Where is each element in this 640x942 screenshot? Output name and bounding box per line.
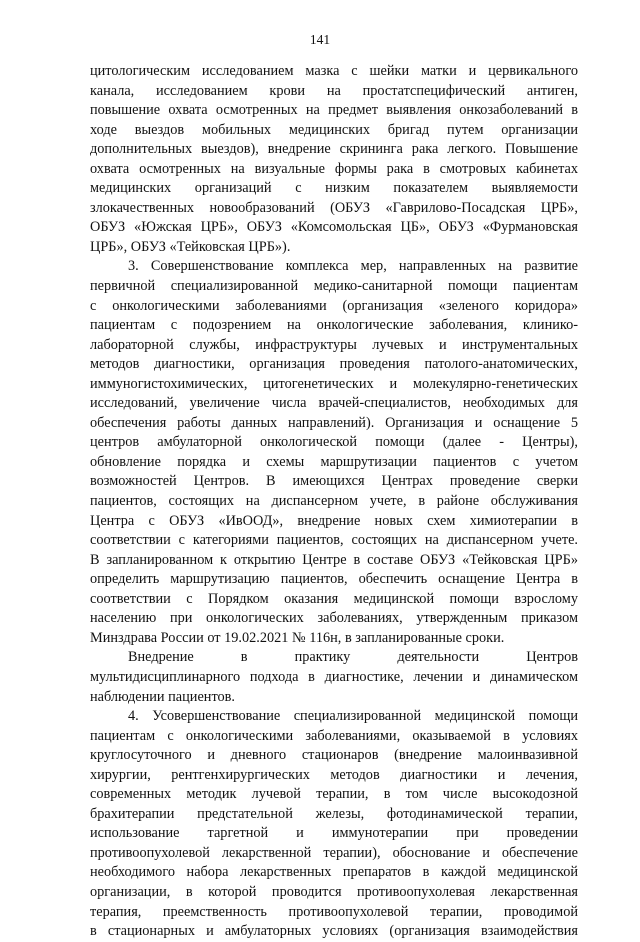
text-line: методов диагностики, организация проведения патолого-анатомических, bbox=[90, 356, 578, 373]
text-line: ЦРБ», ОБУЗ «Тейковская ЦРБ»). bbox=[90, 238, 291, 255]
text-line: мультидисциплинарного подхода в диагностике, лечении и динамическом bbox=[90, 668, 578, 685]
text-line: Центра с ОБУЗ «ИвООД», внедрение новых схем химиотерапии в bbox=[90, 512, 578, 529]
text-line: злокачественных новообразований (ОБУЗ «Гаврилово-Посадская ЦРБ», bbox=[90, 199, 578, 216]
text-line: ОБУЗ «Южская ЦРБ», ОБУЗ «Комсомольская ЦБ», ОБУЗ «Фурмановская bbox=[90, 219, 578, 236]
text-line: пациентов, состоящих на диспансерном учете, в районе обслуживания bbox=[90, 493, 578, 510]
page-number: 141 bbox=[309, 32, 331, 47]
text-line: брахитерапии предстательной железы, фотодинамической терапии, bbox=[90, 805, 578, 822]
text-line: в стационарных и амбулаторных условиях (организация взаимодействия bbox=[90, 923, 578, 940]
text-line: 3. Совершенствование комплекса мер, направленных на развитие bbox=[128, 258, 578, 275]
text-line: возможностей Центров. В имеющихся Центрах проведение сверки bbox=[90, 473, 578, 490]
text-line: хирургии, рентгенхирургических методов диагностики и лечения, bbox=[90, 766, 578, 783]
text-line: необходимого набора лекарственных препаратов в каждой медицинской bbox=[90, 864, 578, 881]
text-line: организации, в которой проводится противоопухолевая лекарственная bbox=[90, 883, 578, 900]
text-line: охвата осмотренных на визуальные формы рака в смотровых кабинетах bbox=[90, 160, 578, 177]
text-line: 4. Усовершенствование специализированной медицинской помощи bbox=[128, 708, 578, 725]
text-line: населению при онкологических заболеваниях, утвержденным приказом bbox=[90, 610, 578, 627]
text-line: наблюдении пациентов. bbox=[90, 688, 235, 705]
text-line: цитологическим исследованием мазка с шейки матки и цервикального bbox=[90, 63, 578, 79]
text-line: обновление порядка и схемы маршрутизации пациентов с учетом bbox=[90, 453, 578, 470]
text-line: центров амбулаторной онкологической помощи (далее - Центры), bbox=[90, 434, 578, 451]
text-line: соответствии с категориями пациентов, состоящих на диспансерном учете. bbox=[90, 532, 578, 549]
text-line: круглосуточного и дневного стационаров (внедрение малоинвазивной bbox=[90, 747, 578, 764]
text-line: ходе выездов мобильных медицинских бригад путем организации bbox=[90, 121, 578, 138]
text-line: медицинских организаций с низким показателем выявляемости bbox=[90, 180, 578, 197]
text-line: канала, исследованием крови на простатспецифический антиген, bbox=[90, 82, 578, 99]
text-line: обеспечения работы данных направлений). Организация и оснащение 5 bbox=[90, 414, 578, 431]
text-line: терапия, преемственность противоопухолевой терапии, проводимой bbox=[90, 903, 578, 920]
text-line: пациентам с онкологическими заболеваниями, оказываемой в условиях bbox=[90, 727, 578, 744]
text-line: противоопухолевой лекарственной терапии), обоснование и обеспечение bbox=[90, 844, 578, 861]
text-line: дополнительных выездов), внедрение скрининга рака легкого. Повышение bbox=[90, 141, 578, 158]
body-text bbox=[90, 62, 578, 942]
text-line: определить маршрутизацию пациентов, обеспечить оснащение Центра в bbox=[90, 571, 578, 588]
text-line: с онкологическими заболеваниями (организация «зеленого коридора» bbox=[90, 297, 578, 314]
text-line: использование таргетной и иммунотерапии при проведении bbox=[90, 825, 578, 842]
text-line: современных методик лучевой терапии, в том числе высокодозной bbox=[90, 786, 578, 803]
text-line: первичной специализированной медико-санитарной помощи пациентам bbox=[90, 278, 578, 295]
text-line: пациентам с подозрением на онкологические заболевания, клинико- bbox=[90, 317, 578, 334]
text-line: иммуногистохимических, цитогенетических и молекулярно-генетических bbox=[90, 375, 578, 392]
text-line: соответствии с Порядком оказания медицинской помощи взрослому bbox=[90, 590, 578, 607]
text-line: исследований, увеличение числа врачей-специалистов, необходимых для bbox=[90, 395, 578, 412]
text-line: Внедрение в практику деятельности Центров bbox=[128, 649, 578, 666]
text-line: лабораторной службы, инфраструктуры лучевых и инструментальных bbox=[90, 336, 578, 353]
text-line: повышение охвата осмотренных на предмет выявления онкозаболеваний в bbox=[90, 102, 578, 119]
text-line: Минздрава России от 19.02.2021 № 116н, в запланированные сроки. bbox=[90, 629, 505, 646]
text-line: В запланированном к открытию Центре в составе ОБУЗ «Тейковская ЦРБ» bbox=[90, 551, 578, 568]
